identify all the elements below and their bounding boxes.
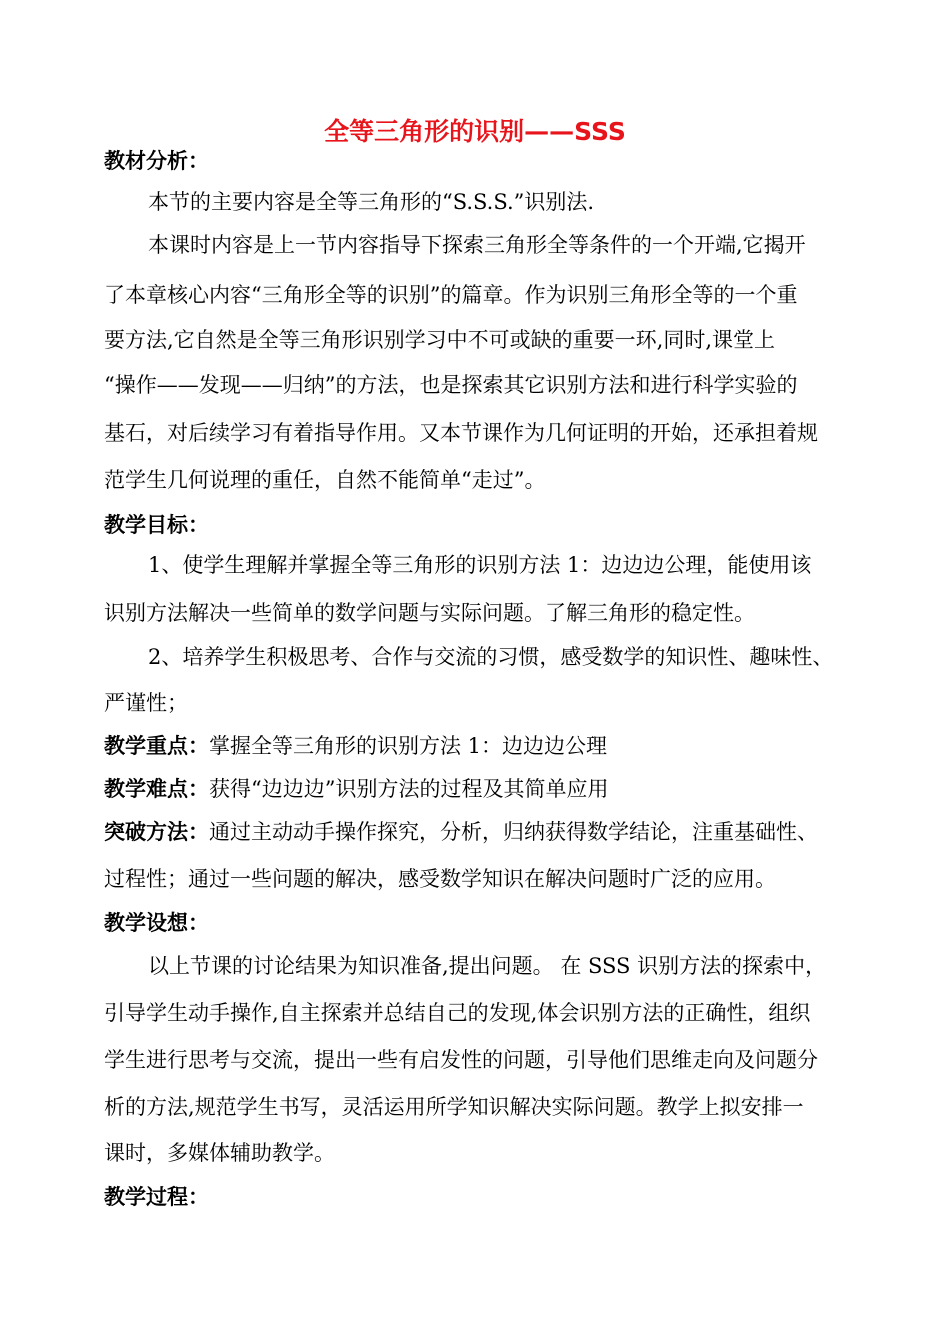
paragraph-line: 要方法,它自然是全等三角形识别学习中不可或缺的重要一环,同时,课堂上 <box>104 328 776 352</box>
paragraph-line: 范学生几何说理的重任，自然不能简单“走过”。 <box>104 468 546 492</box>
paragraph-line: 过程性；通过一些问题的解决，感受数学知识在解决问题时广泛的应用。 <box>104 867 776 891</box>
paragraph-line: 1、使学生理解并掌握全等三角形的识别方法 1：边边边公理，能使用该 <box>148 553 812 577</box>
section-heading-process: 教学过程： <box>104 1185 209 1209</box>
key-point-label: 教学重点： <box>104 734 209 758</box>
paragraph-line: 本课时内容是上一节内容指导下探索三角形全等条件的一个开端,它揭开 <box>148 233 806 257</box>
section-heading-objectives: 教学目标： <box>104 513 209 537</box>
paragraph-line: 以上节课的讨论结果为知识准备,提出问题。 在 SSS 识别方法的探索中， <box>148 954 827 978</box>
paragraph-line: 析的方法,规范学生书写，灵活运用所学知识解决实际问题。教学上拟安排一 <box>104 1095 804 1119</box>
section-heading-design: 教学设想： <box>104 911 209 935</box>
difficulty-line <box>104 774 864 804</box>
key-point-line <box>104 731 864 761</box>
paragraph-line: 引导学生动手操作,自主探索并总结自己的发现,体会识别方法的正确性，组织 <box>104 1001 811 1025</box>
paragraph-line: 课时，多媒体辅助教学。 <box>104 1141 335 1165</box>
paragraph-line: 基石，对后续学习有着指导作用。又本节课作为几何证明的开始，还承担着规 <box>104 421 818 445</box>
document-title: 全等三角形的识别——SSS <box>324 117 626 146</box>
section-heading-analysis: 教材分析： <box>104 149 209 173</box>
difficulty-label: 教学难点： <box>104 777 209 801</box>
paragraph-line: 识别方法解决一些简单的数学问题与实际问题。了解三角形的稳定性。 <box>104 601 755 625</box>
method-label: 突破方法： <box>104 820 209 844</box>
difficulty-text: 获得“边边边”识别方法的过程及其简单应用 <box>209 777 609 801</box>
paragraph-line: 严谨性； <box>104 691 188 715</box>
paragraph-line: 本节的主要内容是全等三角形的“S.S.S.”识别法. <box>148 190 595 214</box>
paragraph-line: 了本章核心内容“三角形全等的识别”的篇章。作为识别三角形全等的一个重 <box>104 283 798 307</box>
paragraph-line: 2、培养学生积极思考、合作与交流的习惯，感受数学的知识性、趣味性、 <box>148 645 834 669</box>
paragraph-line: 学生进行思考与交流，提出一些有启发性的问题，引导他们思维走向及问题分 <box>104 1048 818 1072</box>
method-text: 通过主动动手操作探究，分析，归纳获得数学结论，注重基础性、 <box>209 820 818 844</box>
method-line <box>104 817 864 847</box>
paragraph-line: “操作——发现——归纳”的方法，也是探索其它识别方法和进行科学实验的 <box>104 373 798 397</box>
key-point-text: 掌握全等三角形的识别方法 1：边边边公理 <box>209 734 608 758</box>
